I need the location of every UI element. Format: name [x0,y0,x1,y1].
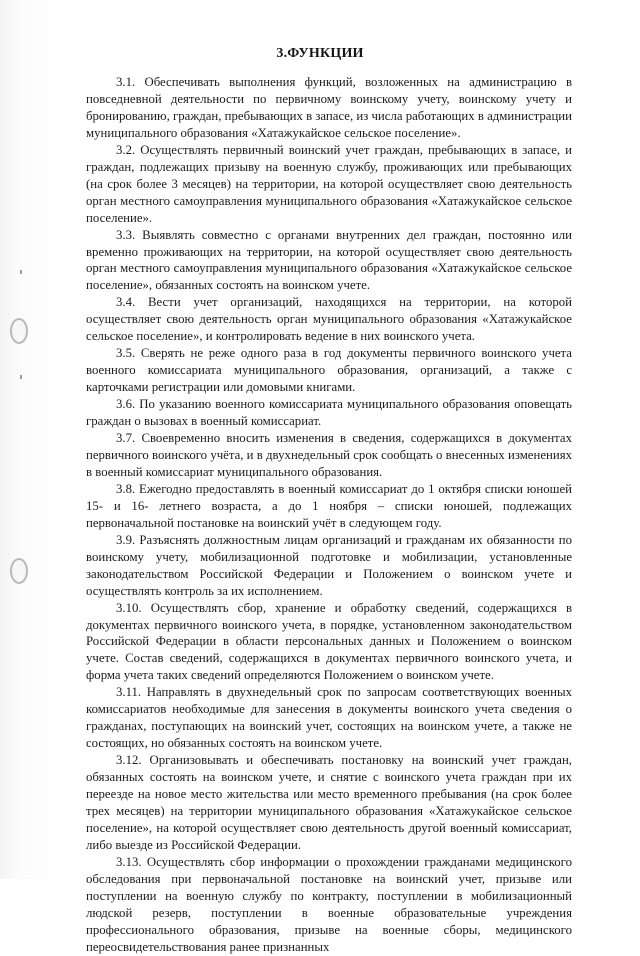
paragraph-3-4: 3.4. Вести учет организаций, находящихся на территории, на которой осуществляет свою деятельность орган муниципального образования «Хатажукайское сельское поселение», и контролировать ведение в них воинского учета. [86,295,572,344]
document-body [86,74,572,956]
paragraph-3-5: 3.5. Сверять не реже одного раза в год документы первичного воинского учета военного комиссариата муниципального образования, организаций, а также с карточками регистрации или домовыми книгами. [86,346,572,395]
punch-hole-top [10,318,28,344]
section-title: 3.ФУНКЦИИ [276,46,364,61]
paragraph-3-8: 3.8. Ежегодно предоставлять в военный комиссариат до 1 октября списки юношей 15- и 16- летнего возраста, а до 1 ноября – списки юношей, подлежащих первоначальной постановке на воинский учёт в следующем году. [86,481,572,530]
paragraph-3-12: 3.12. Организовывать и обеспечивать постановку на воинский учет граждан, обязанных состоять на воинском учете, и снятие с воинского учета граждан при их переезде на новое место жительства или место временного пребывания (на срок более трех месяцев) на территории муниципального образования «Хатажукайское сельское поселение», на которой осуществляет свою деятельность другой военный комиссариат, либо выезде из Российской Федерации. [86,753,572,852]
margin-mark [20,270,22,274]
paragraph-3-6: 3.6. По указанию военного комиссариата муниципального образования оповещать граждан о вызовах в военный комиссариат. [86,397,572,429]
paragraph-3-10: 3.10. Осуществлять сбор, хранение и обработку сведений, содержащихся в документах первичного воинского учета, в порядке, установленном законодательством Российской Федерации в области персональных данных и Положением о воинском учете. Состав сведений, содержащихся в документах первичного воинского учета, и форма учета таких сведений определяются Положением о воинском учете. [86,600,572,683]
paragraph-3-3: 3.3. Выявлять совместно с органами внутренних дел граждан, постоянно или временно проживающих на территории, на которой осуществляет свою деятельность орган местного самоуправления муниципального образования «Хатажукайское сельское поселение», обязанных состоять на воинском учете. [86,227,572,293]
paragraph-3-7: 3.7. Своевременно вносить изменения в сведения, содержащихся в документах первичного воинского учёта, и в двухнедельный срок сообщать о внесенных изменениях в военный комиссариат муниципального образования. [86,431,572,479]
paragraph-3-13: 3.13. Осуществлять сбор информации о прохождении гражданами медицинского обследования при первоначальной постановке на воинский учет, призыве или поступлении на военную службу по контракту, поступлении в мобилизационный людской резерв, поступлении в военные образовательные учреждения профессионального образования, призыве на военные сборы, медицинского переосвидетельствования ранее признанных [86,854,572,954]
paragraph-3-1: 3.1. Обеспечивать выполнения функций, возложенных на администрацию в повседневной деятельности по первичному воинскому учету, воинскому учету и бронированию, граждан, пребывающих в запасе, из числа работающих в администрации муниципального образования «Хатажукайское сельское поселение». [86,75,572,140]
margin-mark [20,375,22,379]
paragraph-3-9: 3.9. Разъяснять должностным лицам организаций и гражданам их обязанности по воинскому учету, мобилизационной подготовке и мобилизации, установленные законодательством Российской Федерации и Положением о воинском учете и осуществлять контроль за их исполнением. [86,532,572,598]
paragraph-3-2: 3.2. Осуществлять первичный воинский учет граждан, пребывающих в запасе, и граждан, подлежащих призыву на военную службу, проживающих или пребывающих (на срок более 3 месяцев) на территории, на которой осуществляет свою деятельность орган местного самоуправления муниципального образования «Хатажукайское сельское поселение». [86,142,572,225]
punch-hole-bottom [10,558,28,584]
paragraph-3-11: 3.11. Направлять в двухнедельный срок по запросам соответствующих военных комиссариатов необходимые для занесения в документы воинского учета сведения о гражданах, поступающих на воинский учет, состоящих на воинском учете, а также не состоящих, но обязанных состоять на воинском учете. [86,685,572,751]
